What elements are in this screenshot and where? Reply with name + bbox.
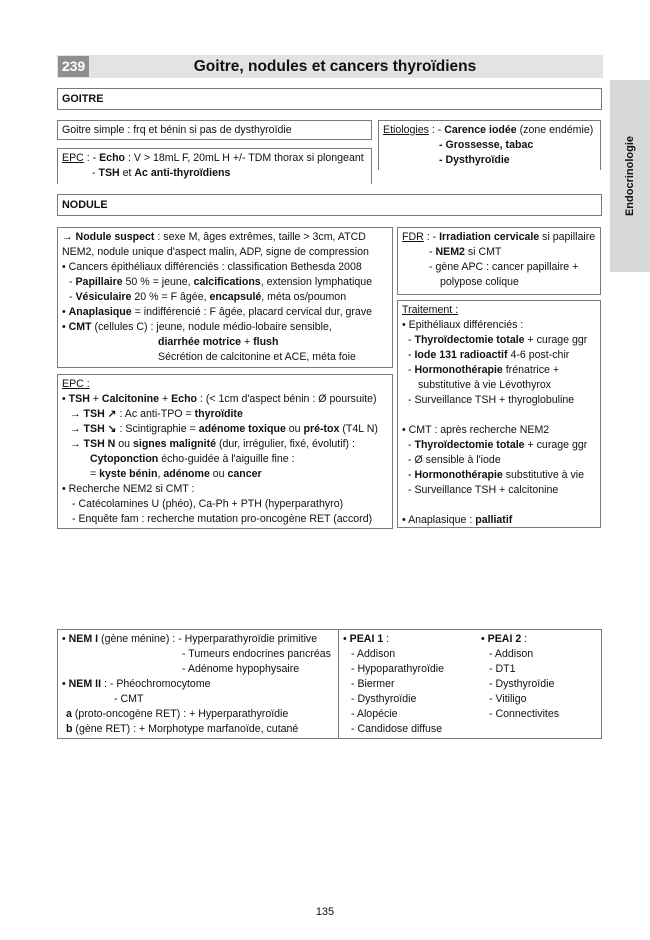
- traitement-line3: - Iode 131 radioactif 4-6 post-chir: [408, 349, 570, 361]
- peai1-item: - Biermer: [351, 678, 395, 690]
- goitre-etiologies-box: [378, 120, 601, 170]
- nodule-epc-line5: Cytoponction écho-guidée à l'aiguille fine :: [90, 453, 295, 465]
- nodule-epc-title: EPC :: [62, 378, 90, 390]
- peai2-title: • PEAI 2 :: [481, 633, 528, 645]
- nodule-epc-line7: • Recherche NEM2 si CMT :: [62, 483, 195, 495]
- nem1-line1: • NEM I (gène ménine) : - Hyperparathyroïdie primitive: [62, 633, 318, 645]
- traitement-line6: - Surveillance TSH + thyroglobuline: [408, 394, 575, 406]
- nodule-epc-line8: - Catécolamines U (phéo), Ca-Ph + PTH (hyperparathyro): [72, 498, 344, 510]
- nodule-epc-box: [57, 374, 393, 529]
- nem2-line2: - CMT: [114, 693, 144, 705]
- nem2a-line: a (proto-oncogène RET) : + Hyperparathyroïdie: [66, 708, 289, 720]
- nodule-line5: - Vésiculaire 20 % = F âgée, encapsulé, méta os/poumon: [69, 291, 347, 303]
- page-title: Goitre, nodules et cancers thyroïdiens: [193, 58, 477, 75]
- etiologies-line2: - Grossesse, tabac: [439, 139, 534, 151]
- traitement-line12: • Anaplasique : palliatif: [402, 514, 513, 526]
- peai1-item: - Dysthyroïdie: [351, 693, 417, 705]
- goitre-heading: GOITRE: [62, 93, 104, 105]
- traitement-line9: - Ø sensible à l'iode: [408, 454, 501, 466]
- nodule-main-box: [57, 227, 393, 368]
- nem2-line1: • NEM II : - Phéochromocytome: [62, 678, 211, 690]
- fdr-line4: polypose colique: [440, 276, 519, 288]
- nodule-line2: NEM2, nodule unique d'aspect malin, ADP, signe de compression: [62, 246, 369, 258]
- etiologies-line1: Etiologies : - Carence iodée (zone endémie): [383, 124, 594, 136]
- nodule-epc-line3: → TSH ↘ : Scintigraphie = adénome toxique ou pré-tox (T4L N): [70, 423, 378, 435]
- traitement-box: [397, 300, 601, 528]
- fdr-box: [397, 227, 601, 295]
- peai2-item: - DT1: [489, 663, 516, 675]
- page-number: 135: [315, 906, 335, 918]
- traitement-line11: - Surveillance TSH + calcitonine: [408, 484, 559, 496]
- peai1-title: • PEAI 1 :: [343, 633, 390, 645]
- fdr-line3: - gène APC : cancer papillaire +: [429, 261, 579, 273]
- peai2-item: - Vitiligo: [489, 693, 527, 705]
- nem-column: [58, 630, 339, 738]
- goitre-section-header: [57, 88, 602, 110]
- traitement-line10: - Hormonothérapie substitutive à vie: [408, 469, 585, 481]
- side-tab: [610, 80, 650, 272]
- nem-peai-table: [57, 629, 602, 739]
- nodule-line6: • Anaplasique = indifférencié : F âgée, placard cervical dur, grave: [62, 306, 373, 318]
- peai2-item: - Dysthyroïdie: [489, 678, 555, 690]
- goitre-epc-line1: EPC : - Echo : V > 18mL F, 20mL H +/- TDM thorax si plongeant: [62, 152, 364, 164]
- peai1-column: [339, 630, 481, 738]
- nodule-epc-line9: - Enquête fam : recherche mutation pro-oncogène RET (accord): [72, 513, 373, 525]
- etiologies-line3: - Dysthyroïdie: [439, 154, 510, 166]
- traitement-spacer1: [402, 408, 596, 423]
- peai1-item: - Hypoparathyroïdie: [351, 663, 445, 675]
- chapter-number: 239: [58, 56, 89, 77]
- fdr-line1: FDR : - Irradiation cervicale si papillaire: [402, 231, 596, 243]
- traitement-line8: - Thyroïdectomie totale + curage ggr: [408, 439, 588, 451]
- nem1-line3: - Adénome hypophysaire: [182, 663, 300, 675]
- nodule-line7: • CMT (cellules C) : jeune, nodule médio-lobaire sensible,: [62, 321, 332, 333]
- nodule-epc-line6: = kyste bénin, adénome ou cancer: [90, 468, 262, 480]
- goitre-epc-box: [57, 148, 372, 184]
- peai2-column: [477, 630, 601, 738]
- traitement-line5: substitutive à vie Lévothyrox: [418, 379, 552, 391]
- side-tab-label: Endocrinologie: [624, 135, 636, 217]
- traitement-title: Traitement :: [402, 304, 459, 316]
- nodule-epc-line1: • TSH + Calcitonine + Echo : (< 1cm d'aspect bénin : Ø poursuite): [62, 393, 377, 405]
- nem1-line2: - Tumeurs endocrines pancréas: [182, 648, 331, 660]
- peai1-item: - Addison: [351, 648, 396, 660]
- traitement-spacer2: [402, 498, 596, 513]
- traitement-line2: - Thyroïdectomie totale + curage ggr: [408, 334, 588, 346]
- fdr-line2: - NEM2 si CMT: [429, 246, 502, 258]
- traitement-line4: - Hormonothérapie frénatrice +: [408, 364, 560, 376]
- peai1-item: - Alopécie: [351, 708, 398, 720]
- peai1-item: - Candidose diffuse: [351, 723, 443, 735]
- traitement-line1: • Epithéliaux différenciés :: [402, 319, 524, 331]
- nodule-line1: → Nodule suspect : sexe M, âges extrêmes, taille > 3cm, ATCD: [62, 231, 366, 243]
- nodule-line4: - Papillaire 50 % = jeune, calcifications, extension lymphatique: [69, 276, 373, 288]
- nodule-epc-line4: → TSH N ou signes malignité (dur, irrégulier, fixé, évolutif) :: [70, 438, 355, 450]
- nodule-line9: Sécrétion de calcitonine et ACE, méta foie: [158, 351, 356, 363]
- goitre-simple-box: [57, 120, 372, 140]
- nodule-section-header: [57, 194, 602, 216]
- nem2b-line: b (gène RET) : + Morphotype marfanoïde, cutané: [66, 723, 299, 735]
- peai2-item: - Addison: [489, 648, 534, 660]
- nodule-epc-line2: → TSH ↗ : Ac anti-TPO = thyroïdite: [70, 408, 243, 420]
- goitre-simple-text: Goitre simple : frq et bénin si pas de dysthyroïdie: [62, 124, 292, 136]
- peai2-item: - Connectivites: [489, 708, 560, 720]
- nodule-line8: diarrhée motrice + flush: [158, 336, 279, 348]
- nodule-heading: NODULE: [62, 199, 108, 211]
- nodule-line3: • Cancers épithéliaux différenciés : classification Bethesda 2008: [62, 261, 362, 273]
- traitement-line7: • CMT : après recherche NEM2: [402, 424, 550, 436]
- goitre-epc-line2: - TSH et Ac anti-thyroïdiens: [92, 167, 231, 179]
